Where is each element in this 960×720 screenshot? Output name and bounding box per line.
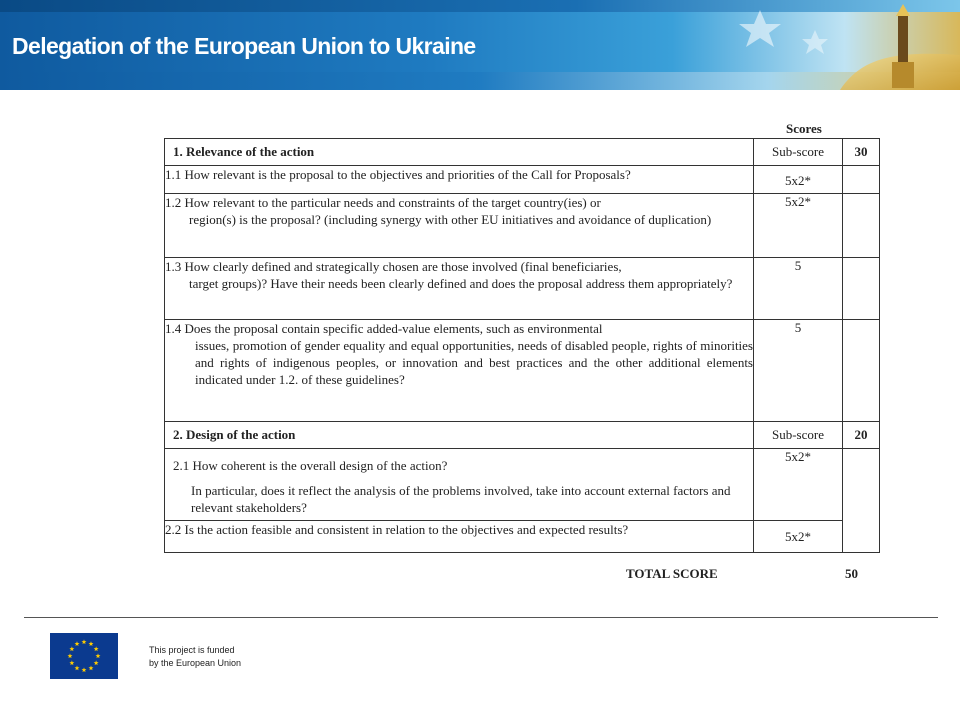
criterion-text: 2.1 How coherent is the overall design of the action? In particular, does it reflect the analysis of the problems involved, take into account external factors and relevant stakeholders? — [165, 449, 754, 521]
criterion-text: 1.3 How clearly defined and strategically chosen are those involved (final beneficiaries, target groups)? Have their needs been clearly defined and does the proposal address them appropriately? — [165, 258, 754, 320]
criterion-row — [165, 166, 880, 194]
criterion-text: 1.4 Does the proposal contain specific added-value elements, such as environmental issues, promotion of gender equality and equal opportunities, needs of disabled people, rights of minorities and rights of indigenous peoples, or innovation and best practices and the other additional elements indicated under 1.2. of these guidelines? — [165, 320, 754, 422]
header-banner — [0, 0, 960, 90]
subscore-label: Sub-score — [754, 139, 843, 166]
criterion-row — [165, 521, 880, 553]
footer-divider — [24, 617, 938, 618]
empty-cell — [843, 194, 880, 258]
funding-notice: This project is funded by the European Union — [149, 645, 242, 668]
empty-cell — [843, 166, 880, 194]
criterion-text: 1.2 How relevant to the particular needs and constraints of the target country(ies) or region(s) is the proposal? (including synergy with other EU initiatives and avoidance of duplication) — [165, 194, 754, 258]
criterion-row — [165, 194, 880, 258]
criterion-row — [165, 258, 880, 320]
total-score-label: TOTAL SCORE — [626, 566, 718, 581]
criterion-score: 5 — [754, 320, 843, 422]
criterion-score: 5x2* — [754, 194, 843, 258]
scores-column-header: Scores — [786, 121, 822, 136]
section-row — [165, 139, 880, 166]
banner-decoration-icon — [720, 0, 960, 90]
criterion-text: 2.2 Is the action feasible and consistent in relation to the objectives and expected results? — [165, 521, 754, 553]
banner-title: Delegation of the European Union to Ukraine — [12, 33, 476, 59]
empty-cell — [843, 320, 880, 422]
criterion-score: 5x2* — [754, 449, 843, 521]
section-max-score: 30 — [843, 139, 880, 166]
section-max-score: 20 — [843, 422, 880, 449]
criterion-score: 5x2* — [754, 166, 843, 194]
criterion-score: 5x2* — [754, 521, 843, 553]
criterion-text: 1.1 How relevant is the proposal to the objectives and priorities of the Call for Proposals? — [165, 166, 754, 194]
empty-cell — [843, 258, 880, 320]
section-row — [165, 422, 880, 449]
section-title: 1. Relevance of the action — [165, 139, 754, 166]
criterion-row — [165, 449, 880, 521]
section-title: 2. Design of the action — [165, 422, 754, 449]
evaluation-grid — [164, 138, 880, 553]
empty-cell — [843, 449, 880, 553]
eu-flag-icon — [50, 633, 118, 679]
total-score-value: 50 — [845, 566, 858, 581]
criterion-row — [165, 320, 880, 422]
subscore-label: Sub-score — [754, 422, 843, 449]
criterion-score: 5 — [754, 258, 843, 320]
